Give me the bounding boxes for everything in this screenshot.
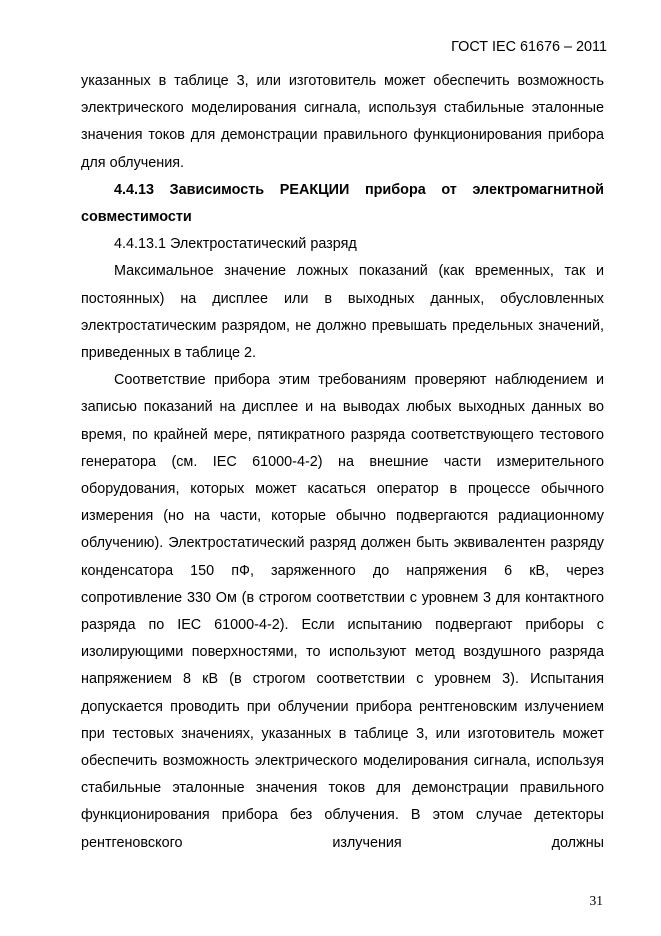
paragraph-continuation: указанных в таблице 3, или изготовитель может обеспечить возможность электрического моделирования сигнала, используя стабильные эталонные значения токов для демонстрации правильного функционирования прибора для облучения. — [81, 73, 604, 171]
paragraph-compliance: Соответствие прибора этим требованиям проверяют наблюдением и записью показаний на дисплее и на выводах любых выходных данных во время, по крайней мере, пятикратного разряда соответствующего тестового генератора (см. IEC 61000-4-2) на внешние части измерительного оборудования, которых может касаться оператор в процессе обычного измерения (но на части, которые обычно подвергаются радиационному облучению). Электростатический разряд должен быть эквивалентен разряду конденсатора 150 пФ, заряженного до напряжения 6 кВ, через сопротивление 330 Ом (в строгом соответствии с уровнем 3 для контактного разряда по IEC 61000-4-2). Если испытанию подвергают приборы с изолирующими поверхностями, то используют метод воздушного разряда напряжением 8 кВ (в строгом соответствии с уровнем 3). Испытания допускается проводить при облучении прибора рентгеновским излучением при тестовых значениях, указанных в таблице 3, или изготовитель может обеспечить возможность электрического моделирования сигнала, используя стабильные эталонные значения токов для демонстрации правильного функционирования прибора без облучения. В этом случае детекторы рентгеновского излучения должны — [81, 372, 604, 851]
subsection-heading: 4.4.13.1 Электростатический разряд — [114, 236, 357, 253]
paragraph-max-value: Максимальное значение ложных показаний (как временных, так и постоянных) на дисплее или в выходных данных, обусловленных электростатическим разрядом, не должно превышать предельных значений, приведенных в таблице 2. — [81, 263, 604, 362]
document-header: ГОСТ IEC 61676 – 2011 — [451, 39, 607, 55]
section-heading: 4.4.13 Зависимость РЕАКЦИИ прибора от электромагнитной совместимости — [81, 181, 604, 226]
body-text — [81, 68, 604, 857]
page-number: 31 — [589, 893, 603, 908]
section-heading-block — [81, 177, 604, 231]
